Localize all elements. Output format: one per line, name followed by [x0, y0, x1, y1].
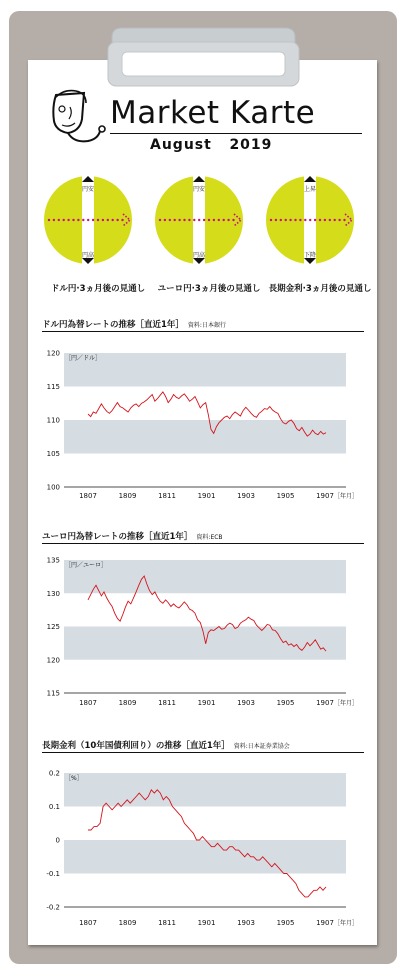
x-tick-label: 1907 [316, 492, 334, 500]
forecast-dot [299, 219, 301, 221]
forecast-dot [294, 219, 296, 221]
forecast-dot [285, 219, 287, 221]
forecast-bottom-label: 下降 [303, 252, 316, 259]
x-tick-label: 1903 [237, 492, 255, 500]
chart-title [42, 739, 290, 751]
x-tick-label: 1905 [276, 492, 295, 500]
forecast-dot [116, 219, 118, 221]
grid-band [64, 773, 346, 807]
y-tick-label: 135 [46, 556, 60, 565]
x-tick-label: 1907 [316, 699, 334, 707]
y-tick-label: -0.2 [46, 903, 60, 912]
forecast-dot [227, 219, 229, 221]
chart-title-rule [42, 543, 364, 544]
x-tick-label: 1903 [237, 699, 255, 707]
grid-band [64, 627, 346, 660]
forecast-dot [232, 219, 234, 221]
x-tick-label: 1811 [158, 492, 176, 500]
forecast-dot [203, 219, 205, 221]
x-tick-label: 1811 [158, 919, 176, 927]
forecast-dot [304, 219, 306, 221]
x-tick-label: 1907 [316, 919, 334, 927]
x-tick-label: 1809 [118, 699, 137, 707]
face-logo-icon [42, 85, 112, 155]
forecast-dot [343, 219, 345, 221]
forecast-dot [275, 219, 277, 221]
forecast-dot [48, 219, 50, 221]
y-tick-label: 105 [46, 450, 60, 458]
y-tick-label: 0.1 [48, 803, 60, 811]
chart-source: 資料:ECB [196, 534, 223, 541]
forecast-top-label: 円安 [81, 186, 94, 193]
forecast-dot [169, 219, 171, 221]
x-unit-label: ［年月］ [334, 920, 359, 927]
forecast-dot [324, 219, 326, 221]
chart-plot [42, 334, 364, 509]
grid-band [64, 420, 346, 454]
forecast-dot [188, 219, 190, 221]
forecast-dot [112, 219, 114, 221]
forecast-dot [193, 219, 195, 221]
x-tick-label: 1901 [197, 492, 216, 500]
y-tick-label: 0 [55, 836, 60, 845]
forecast-bottom-label: 円高 [192, 252, 205, 259]
chart-title [42, 530, 223, 542]
forecast-caption: ドル円·3ヵ月後の見通し [50, 284, 146, 294]
forecast-dot [183, 219, 185, 221]
y-tick-label: 0.2 [48, 769, 60, 778]
chart-title-rule [42, 752, 364, 753]
forecast-dot [97, 219, 99, 221]
chart-plot [42, 546, 364, 721]
forecast-dot [334, 219, 336, 221]
chart-title-text: ドル円為替レートの推移［直近1年］ [42, 320, 184, 330]
x-tick-label: 1807 [79, 699, 97, 707]
issue-date: August 2019 [150, 137, 273, 153]
y-tick-label: 120 [46, 656, 60, 665]
y-tick-label: 115 [46, 689, 60, 698]
usdjpy-chart [42, 318, 364, 508]
x-tick-label: 1901 [197, 919, 216, 927]
y-tick-label: 110 [46, 416, 60, 425]
forecast-dot [309, 219, 311, 221]
chart-title-text: 長期金利（10年国債利回り）の推移［直近1年］ [42, 741, 230, 751]
forecast-dot [77, 219, 79, 221]
forecast-dot [223, 219, 225, 221]
forecast-dot [121, 219, 123, 221]
forecast-dot [53, 219, 55, 221]
forecast-dot [58, 219, 60, 221]
y-tick-label: 115 [46, 383, 60, 391]
forecast-dot [107, 219, 109, 221]
y-tick-label: 100 [46, 483, 60, 492]
forecast-dot [87, 219, 89, 221]
forecast-dot [208, 219, 210, 221]
forecast-top-label: 円安 [192, 186, 205, 193]
forecast-1 [154, 172, 264, 292]
x-tick-label: 1901 [197, 699, 216, 707]
chart-source: 資料:日本証券業協会 [233, 743, 290, 750]
y-tick-label: -0.1 [46, 870, 60, 878]
eurjpy-chart [42, 530, 364, 720]
forecast-dot [67, 219, 69, 221]
chart-title-text: ユーロ円為替レートの推移［直近1年］ [42, 532, 193, 542]
x-unit-label: ［年月］ [334, 700, 359, 707]
x-tick-label: 1905 [276, 699, 295, 707]
forecast-dot [164, 219, 166, 221]
title-rule [110, 133, 362, 134]
grid-band [64, 353, 346, 387]
x-tick-label: 1811 [158, 699, 176, 707]
chart-source: 資料:日本銀行 [187, 322, 226, 329]
forecast-dot [314, 219, 316, 221]
y-unit-label: ［円／ユーロ］ [65, 562, 108, 569]
forecast-bottom-label: 円高 [81, 252, 94, 259]
y-tick-label: 120 [46, 349, 60, 358]
forecast-dot [159, 219, 161, 221]
forecast-dot [198, 219, 200, 221]
forecast-dial [43, 172, 153, 282]
forecast-dot [218, 219, 220, 221]
forecast-2 [265, 172, 375, 292]
forecast-dot [270, 219, 272, 221]
forecast-dot [102, 219, 104, 221]
jgb-yield-chart [42, 739, 364, 929]
forecast-dial [154, 172, 264, 282]
forecast-dot [280, 219, 282, 221]
x-tick-label: 1903 [237, 919, 255, 927]
forecast-top-label: 上昇 [303, 186, 316, 193]
forecast-dot [63, 219, 65, 221]
forecast-dot [82, 219, 84, 221]
x-tick-label: 1809 [118, 919, 137, 927]
forecast-dot [319, 219, 321, 221]
page-title: Market Karte [110, 95, 316, 131]
x-tick-label: 1807 [79, 492, 97, 500]
forecast-caption: ユーロ円·3ヵ月後の見通し [157, 284, 261, 294]
grid-band [64, 840, 346, 874]
forecast-dot [289, 219, 291, 221]
chart-title [42, 318, 226, 330]
forecast-dot [92, 219, 94, 221]
forecast-dial [265, 172, 375, 282]
forecast-caption: 長期金利·3ヵ月後の見通し [268, 284, 372, 294]
forecast-0 [43, 172, 153, 292]
chart-plot [42, 755, 364, 937]
y-unit-label: ［円／ドル］ [65, 355, 102, 362]
forecast-dot [338, 219, 340, 221]
forecast-dot [174, 219, 176, 221]
forecast-dot [213, 219, 215, 221]
y-tick-label: 130 [46, 589, 60, 598]
header [42, 85, 362, 165]
y-unit-label: ［%］ [65, 775, 83, 782]
forecast-dot [178, 219, 180, 221]
x-tick-label: 1809 [118, 492, 137, 500]
forecast-dot [329, 219, 331, 221]
x-tick-label: 1807 [79, 919, 97, 927]
x-unit-label: ［年月］ [334, 493, 359, 500]
chart-title-rule [42, 331, 364, 332]
forecast-dot [72, 219, 74, 221]
x-tick-label: 1905 [276, 919, 295, 927]
y-tick-label: 125 [46, 623, 60, 631]
